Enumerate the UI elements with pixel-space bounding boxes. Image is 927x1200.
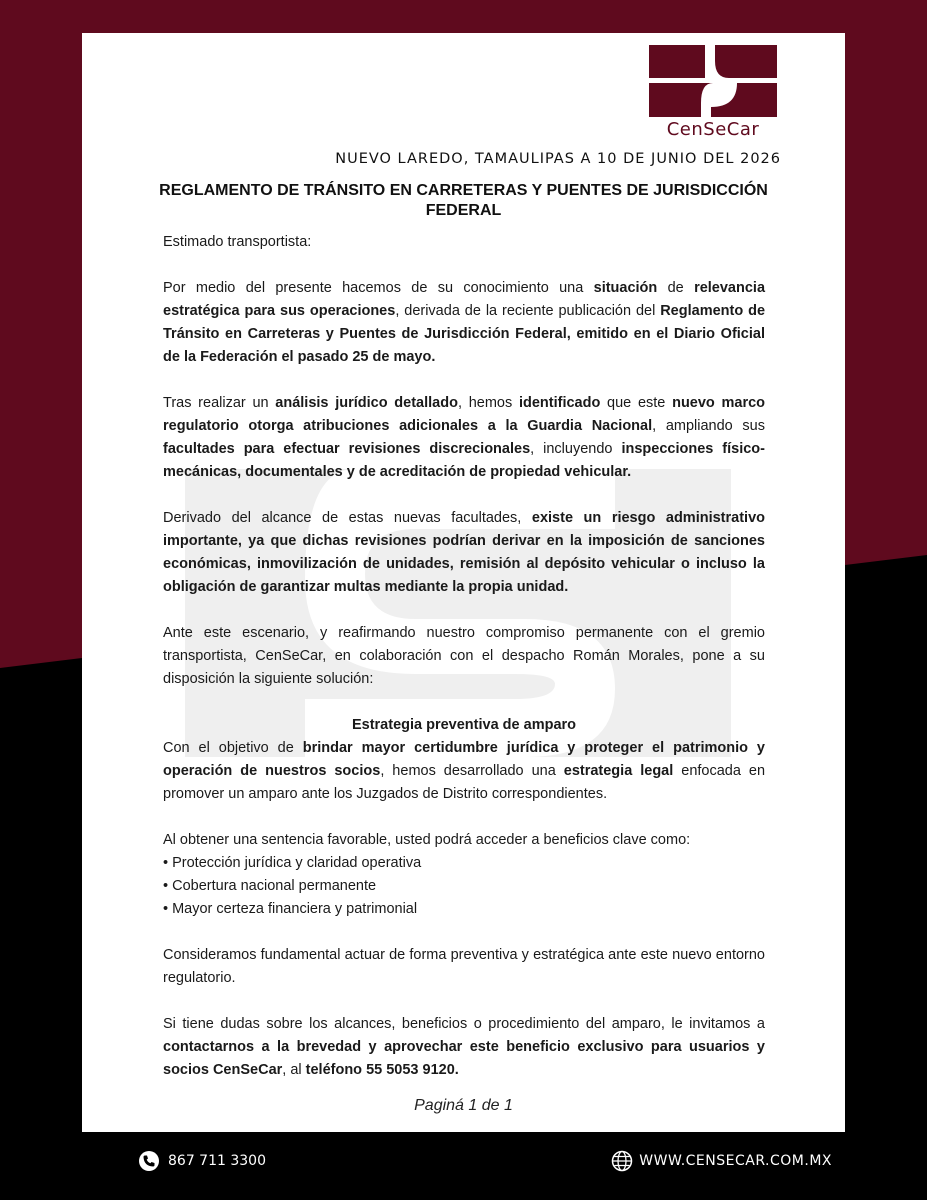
- letter-body: [163, 231, 765, 1082]
- paragraph-4: Ante este escenario, y reafirmando nuestro compromiso permanente con el gremio transportista, CenSeCar, en colaboración con el despacho Román Morales, pone a su disposición la siguiente solución:: [163, 625, 765, 687]
- footer-website[interactable]: [611, 1150, 832, 1172]
- paragraph-6: Al obtener una sentencia favorable, usted podrá acceder a beneficios clave como:: [163, 832, 691, 848]
- phone-number: 867 711 3300: [168, 1153, 266, 1169]
- subheading: Estrategia preventiva de amparo: [351, 717, 577, 733]
- paragraph-5: Con el objetivo de brindar mayor certidumbre jurídica y proteger el patrimonio y operación de nuestros socios, hemos desarrollado una estrategia legal enfocada en promover un amparo ante los Juzgados de Distrito correspondientes.: [163, 740, 766, 802]
- bullet-item: • Cobertura nacional permanente: [163, 878, 377, 894]
- censecar-logo: [649, 45, 777, 117]
- paragraph-2: Tras realizar un análisis jurídico detallado, hemos identificado que este nuevo marco regulatorio otorga atribuciones adicionales a la Guardia Nacional, ampliando sus facultades para efectuar revisiones discrecionales, incluyendo inspecciones físico-mecánicas, documentales y de acreditación de propiedad vehicular.: [163, 395, 766, 480]
- globe-icon: [611, 1150, 633, 1172]
- page-number: Paginá 1 de 1: [414, 1097, 513, 1114]
- bullet-item: • Mayor certeza financiera y patrimonial: [163, 901, 418, 917]
- website-url: WWW.CENSECAR.COM.MX: [639, 1153, 832, 1169]
- paragraph-3: Derivado del alcance de estas nuevas facultades, existe un riesgo administrativo importante, ya que dichas revisiones podrían derivar en la imposición de sanciones económicas, inmovilización de unidades, remisión al depósito vehicular o incluso la obligación de garantizar multas mediante la propia unidad.: [163, 510, 765, 595]
- footer-phone[interactable]: [138, 1150, 266, 1172]
- bullet-item: • Protección jurídica y claridad operativa: [163, 855, 422, 871]
- paragraph-7: Consideramos fundamental actuar de forma preventiva y estratégica ante este nuevo entorno regulatorio.: [163, 947, 765, 986]
- letter-page: [82, 33, 845, 1132]
- paragraph-1: Por medio del presente hacemos de su conocimiento una situación de relevancia estratégica para sus operaciones, derivada de la reciente publicación del Reglamento de Tránsito en Carreteras y Puentes de Jurisdicción Federal, emitido en el Diario Oficial de la Federación el pasado 25 de mayo.: [163, 280, 766, 365]
- date-line: NUEVO LAREDO, TAMAULIPAS A 10 DE JUNIO DEL 2026: [335, 151, 781, 167]
- brand-name: CenSeCar: [666, 119, 760, 140]
- greeting: Estimado transportista:: [163, 234, 312, 250]
- document-title: REGLAMENTO DE TRÁNSITO EN CARRETERAS Y PUENTES DE JURISDICCIÓN FEDERAL: [159, 182, 768, 219]
- paragraph-8: Si tiene dudas sobre los alcances, beneficios o procedimiento del amparo, le invitamos a contactarnos a la brevedad y aprovechar este beneficio exclusivo para usuarios y socios CenSeCar, al teléfono 55 5053 9120.: [163, 1016, 765, 1078]
- phone-icon: [138, 1150, 160, 1172]
